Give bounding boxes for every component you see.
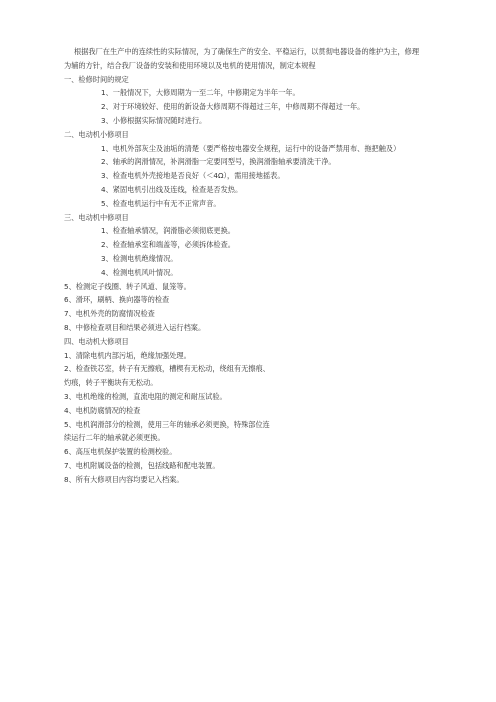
list-item: 2、检查铁芯室，转子有无擦痕，槽楔有无松动，绕组有无擦痕、灼痕，转子平衡块有无松动。 <box>64 364 270 388</box>
list-item: 3、小修根据实际情况随时进行。 <box>101 115 207 125</box>
list-item: 8、中修检查项目和结果必须进入运行档案。 <box>64 322 206 332</box>
section-heading: 三、电动机中修项目 <box>64 212 129 222</box>
list-item: 6、高压电机保护装置的检测校验。 <box>64 447 177 457</box>
intro-paragraph: 根据我厂在生产中的连续性的实际情况，为了确保生产的安全、平稳运行，以贯彻电器设备的维护为主，修理为辅的方针，结合我厂设备的安装和使用环境以及电机的使用情况，制定本规程 <box>64 47 420 70</box>
section-heading: 二、电动机小修项目 <box>64 129 129 139</box>
list-item: 1、一般情况下，大修周期为一至二年，中修期定为半年一年。 <box>101 88 300 98</box>
list-item: 4、电机防腐情况的检查 <box>64 405 141 415</box>
list-item: 2、对于环境较好、使用的新设备大修周期不得超过三年，中修周期不得超过一年。 <box>101 102 365 112</box>
list-item: 4、紧固电机引出线及连线，检查是否发热。 <box>101 184 243 194</box>
list-item: 7、电机附属设备的检测，包括线路和配电装置。 <box>64 460 220 470</box>
list-item: 5、电机润滑部分的检测，使用三年的轴承必须更换，特殊部位连续运行二年的轴承就必须更换。 <box>64 419 270 443</box>
list-item: 1、检查轴承情况，润滑脂必须彻底更换。 <box>101 226 235 236</box>
section-heading: 一、检修时间的规定 <box>64 74 129 84</box>
list-item: 2、轴承的润滑情况，补润滑脂一定要同型号，换润滑脂轴承要清洗干净。 <box>101 157 336 167</box>
list-item: 3、电机绝缘的检测，直流电阻的测定和耐压试验。 <box>64 391 227 401</box>
list-item: 3、检测电机绝缘情况。 <box>101 253 178 263</box>
list-item: 5、检查电机运行中有无不正常声音。 <box>101 198 221 208</box>
list-item: 2、检查轴承室和端盖等，必须拆体检查。 <box>101 240 235 250</box>
list-item: 7、电机外壳的防腐情况检查 <box>64 309 155 319</box>
list-item: 1、电机外部灰尘及油垢的清楚（要严格按电器安全规程，运行中的设备严禁用布、拖把触及） <box>101 143 401 153</box>
section-heading: 四、电动机大修项目 <box>64 336 129 346</box>
list-item: 6、滑环，刷柄、换向器等的检查 <box>64 295 170 305</box>
list-item: 5、检测定子线圈、转子风道、鼠笼等。 <box>64 281 191 291</box>
list-item: 8、所有大修项目内容均要记入档案。 <box>64 474 184 484</box>
list-item: 1、清除电机内部污垢，绝缘加强处理。 <box>64 350 191 360</box>
list-item: 4、检测电机风叶情况。 <box>101 267 178 277</box>
list-item: 3、检查电机外壳接地是否良好（＜4Ω），需用接地摇表。 <box>101 171 285 181</box>
